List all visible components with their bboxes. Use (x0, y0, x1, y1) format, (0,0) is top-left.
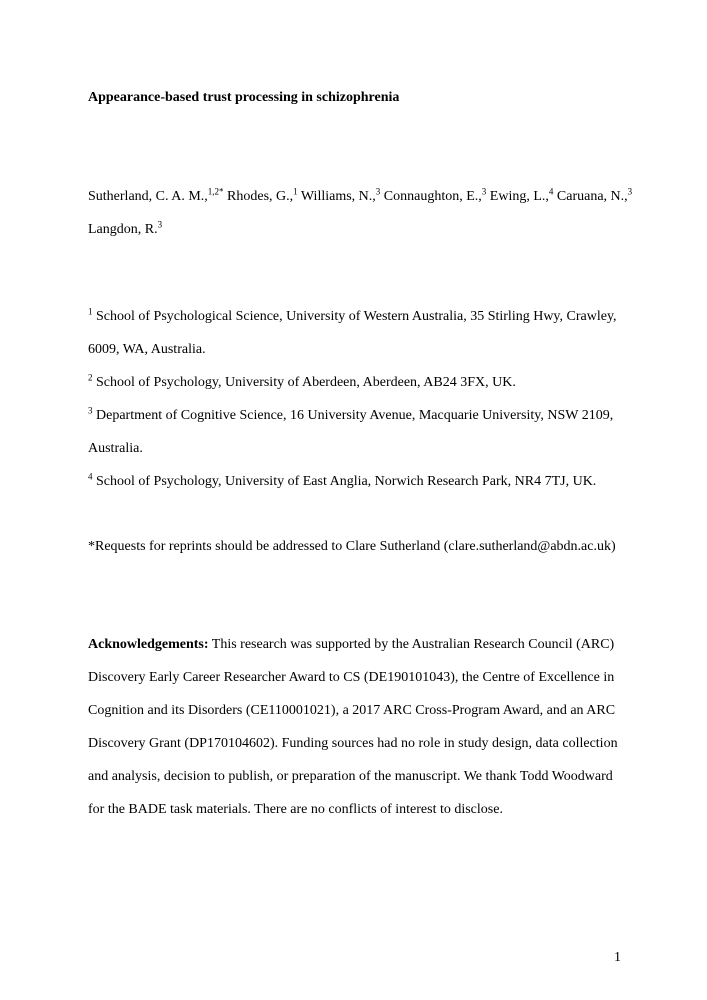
affiliation-item: $^3$ Department of Cognitive Science, 16 University Avenue, Macquarie University, NSW 2109, Australia. (88, 405, 614, 456)
authors-line: Sutherland, C. A. M.,$^{1,2*}$ Rhodes, G.,$^1$ Williams, N.,$^3$ Connaughton, E.,$^3$ Ewing, L.,$^4$ Caruana, N.,$^3$ Langdon, R.$^3$ (88, 186, 633, 237)
affiliation-marker: 2 (88, 372, 93, 383)
author-affiliation-marker: 3 (157, 219, 163, 230)
affiliation-item: $^4$ School of Psychology, University of East Anglia, Norwich Research Park, NR4 7TJ, UK. (88, 471, 597, 489)
affiliation-marker: 3 (88, 405, 93, 416)
affiliation-item: $^2$ School of Psychology, University of Aberdeen, Aberdeen, AB24 3FX, UK. (88, 372, 516, 390)
paper-title: Appearance-based trust processing in schizophrenia (88, 90, 400, 105)
page-number: 1 (614, 950, 621, 965)
reprints-note: *Requests for reprints should be addressed to Clare Sutherland (clare.sutherland@abdn.ac.uk) (88, 539, 616, 554)
acknowledgements-label: Acknowledgements: (88, 637, 209, 652)
author-affiliation-marker: 3 (481, 186, 487, 197)
acknowledgements (88, 628, 623, 826)
author-affiliation-marker: 1,2* (207, 186, 224, 197)
affiliation-marker: 1 (88, 306, 93, 317)
affiliation-item: $^1$ School of Psychological Science, University of Western Australia, 35 Stirling Hwy, Crawley, 6009, WA, Australia. (88, 306, 617, 357)
author-affiliation-marker: 4 (548, 186, 554, 197)
affiliations-list (88, 300, 643, 498)
acknowledgements-text: This research was supported by the Australian Research Council (ARC) Discovery Early Career Researcher Award to CS (DE190101043), the Centre of Excellence in Cognition and its Disorders (CE110001021), a 2017 ARC Cross-Program Award, and an ARC Discovery Grant (DP170104602). Funding sources had no role in study design, data collection and analysis, decision to publish, or preparation of the manuscript. We thank Todd Woodward for the BADE task materials. There are no conflicts of interest to disclose. (88, 637, 618, 817)
author-affiliation-marker: 3 (627, 186, 633, 197)
affiliation-marker: 4 (88, 471, 93, 482)
author-affiliation-marker: 1 (293, 186, 298, 197)
author-affiliation-marker: 3 (375, 186, 381, 197)
